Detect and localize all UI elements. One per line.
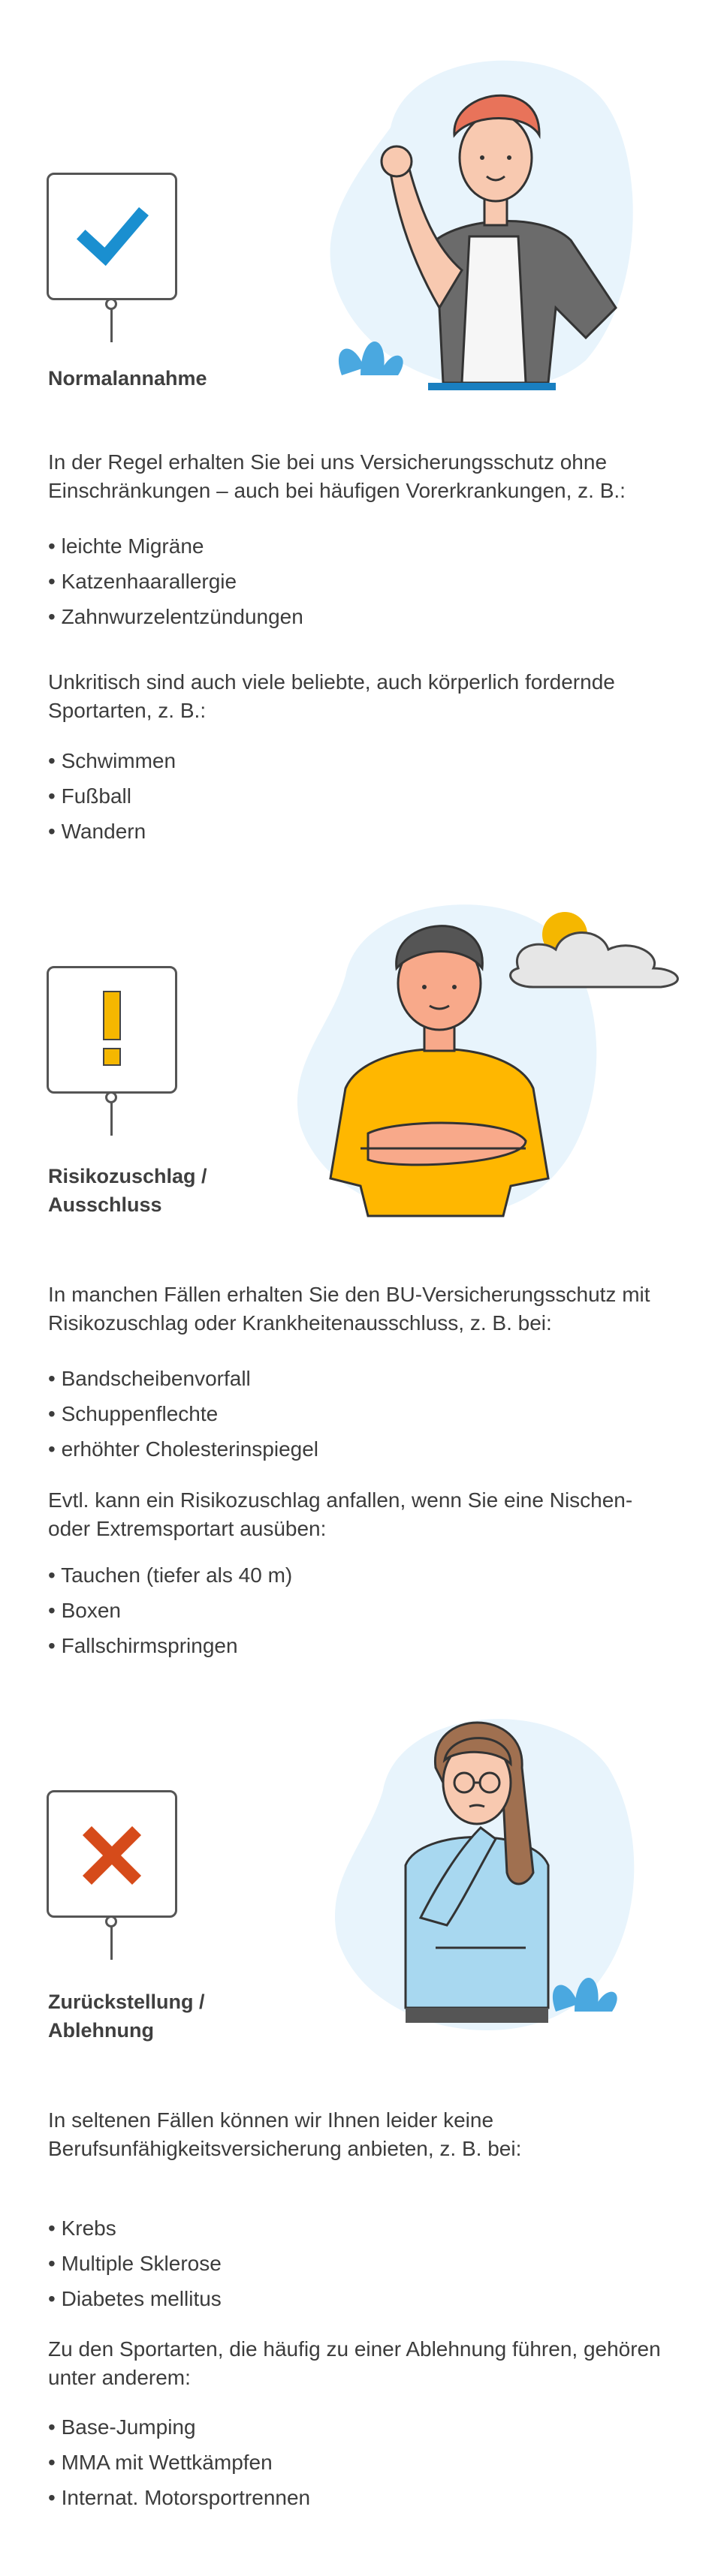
section-intro: In manchen Fällen erhalten Sie den BU-Versicherungsschutz mit Risikozuschlag oder Krankheitenausschluss, z. B. bei: xyxy=(48,1283,650,1335)
list-item: • leichte Migräne xyxy=(48,528,303,564)
list-item: • Tauchen (tiefer als 40 m) xyxy=(48,1557,292,1593)
cross-icon xyxy=(47,1790,177,1918)
list-item: • Zahnwurzelentzündungen xyxy=(48,599,303,634)
conditions-list xyxy=(48,528,303,634)
sports-list xyxy=(48,1557,292,1663)
list-item: • Multiple Sklerose xyxy=(48,2246,222,2281)
list-item: • erhöhter Cholesterinspiegel xyxy=(48,1431,318,1467)
sports-list xyxy=(48,2409,310,2515)
sports-intro: Zu den Sportarten, die häufig zu einer Ablehnung führen, gehören unter anderem: xyxy=(48,2337,661,2389)
exclamation-icon xyxy=(47,966,177,1094)
man-arms-crossed-illustration xyxy=(285,863,706,1223)
list-item: • Katzenhaarallergie xyxy=(48,564,303,599)
list-item: • Base-Jumping xyxy=(48,2409,310,2445)
list-item: • Wandern xyxy=(48,814,176,849)
list-item: • Bandscheibenvorfall xyxy=(48,1361,318,1396)
section-heading: Risikozuschlag / Ausschluss xyxy=(48,1165,207,1216)
list-item: • Internat. Motorsportrennen xyxy=(48,2480,310,2515)
list-item: • Diabetes mellitus xyxy=(48,2281,222,2316)
woman-thinking-illustration xyxy=(308,1678,668,2045)
list-item: • Fallschirmspringen xyxy=(48,1628,292,1663)
list-item: • Schuppenflechte xyxy=(48,1396,318,1431)
section-intro: In der Regel erhalten Sie bei uns Versicherungsschutz ohne Einschränkungen – auch bei häufigen Vorerkrankungen, z. B.: xyxy=(48,450,626,502)
list-item: • Schwimmen xyxy=(48,743,176,778)
sports-intro: Unkritisch sind auch viele beliebte, auch körperlich fordernde Sportarten, z. B.: xyxy=(48,670,615,722)
conditions-list xyxy=(48,2210,222,2316)
list-item: • Krebs xyxy=(48,2210,222,2246)
list-item: • MMA mit Wettkämpfen xyxy=(48,2445,310,2480)
list-item: • Fußball xyxy=(48,778,176,814)
list-item: • Boxen xyxy=(48,1593,292,1628)
sports-intro: Evtl. kann ein Risikozuschlag anfallen, wenn Sie eine Nischen- oder Extremsportart ausüben: xyxy=(48,1488,633,1540)
section-heading: Zurückstellung / Ablehnung xyxy=(48,1991,205,2042)
section-intro: In seltenen Fällen können wir Ihnen leider keine Berufsunfähigkeitsversicherung anbieten, z. B. bei: xyxy=(48,2108,522,2160)
section-heading: Normalannahme xyxy=(48,367,207,390)
conditions-list xyxy=(48,1361,318,1467)
woman-ok-illustration xyxy=(300,23,661,398)
checkmark-icon xyxy=(47,173,177,300)
sports-list xyxy=(48,743,176,849)
